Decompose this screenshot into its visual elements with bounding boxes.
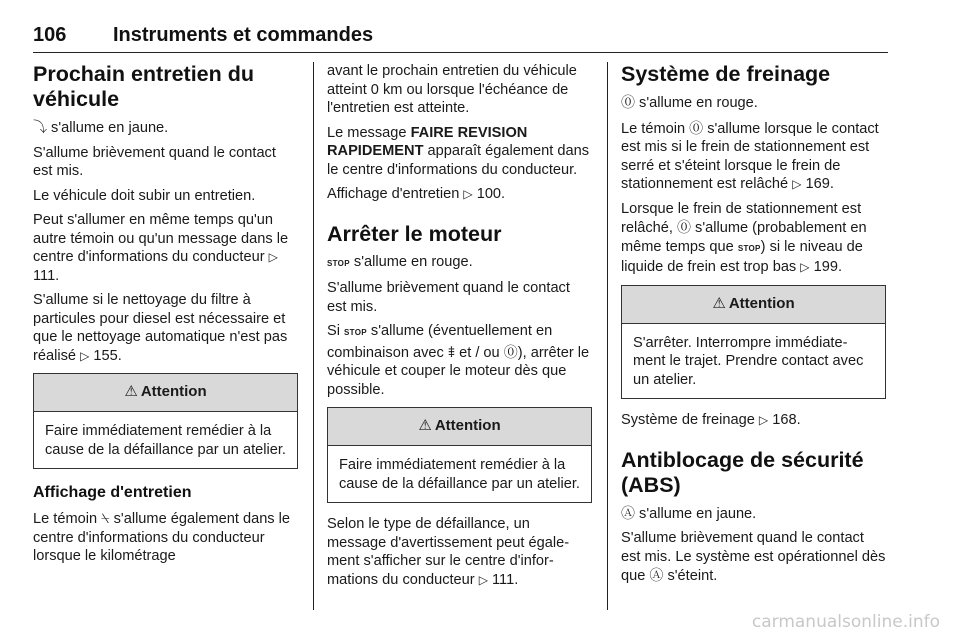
- brake-icon: ⓪: [689, 119, 704, 136]
- page-ref-link[interactable]: 155.: [93, 347, 122, 364]
- abs-icon: Ⓐ: [649, 567, 664, 583]
- column-1: [33, 62, 298, 572]
- page-ref-arrow-icon: ▷: [758, 413, 769, 427]
- paragraph: S'allume brièvement quand le contact est mis.: [327, 280, 570, 315]
- column-divider: [607, 62, 608, 610]
- subsection-heading: Affichage d'entretien: [33, 484, 192, 501]
- section-heading-stop: Arrêter le moteur: [327, 221, 502, 246]
- attention-text: Faire immédiatement remédier à la cause de la défaillance par un atelier.: [45, 423, 286, 458]
- page-number: 106: [33, 24, 67, 46]
- page-ref-link[interactable]: 111.: [492, 571, 519, 588]
- paragraph: Le témoin ⓪ s'allume lorsque le contact est mis si le frein de stationnement est serré et s'éteint lorsque le frein de stationnement est relâché ▷ 169.: [621, 119, 879, 192]
- paragraph: S'allume si le nettoyage du filtre à particules pour diesel est nécessaire et que le nettoyage automatique n'est pas réalisé ▷ 155.: [33, 292, 288, 364]
- page-ref-link[interactable]: 111.: [33, 267, 60, 284]
- watermark: carmanualsonline.info: [751, 612, 940, 632]
- attention-text: Faire immédiatement remédier à la cause de la défaillance par un atelier.: [339, 457, 580, 492]
- attention-box: [327, 407, 592, 503]
- section-heading-service: Prochain entretien du véhicule: [33, 62, 255, 111]
- page-ref-arrow-icon: ▷: [80, 348, 90, 363]
- abs-icon: Ⓐ: [621, 504, 635, 521]
- stop-icon: STOP: [327, 258, 350, 268]
- paragraph: S'allume brièvement quand le contact est mis.: [33, 144, 276, 179]
- paragraph: Ⓐ s'allume en jaune.: [621, 504, 757, 522]
- page-ref-arrow-icon: ▷: [268, 250, 278, 264]
- brake-icon: ⓪: [621, 94, 635, 110]
- coolant-icon: ⹋: [447, 343, 456, 360]
- attention-box: [33, 373, 298, 469]
- stop-icon: STOP: [737, 243, 761, 253]
- section-heading-brakes: Système de freinage: [621, 62, 831, 86]
- attention-header: ⚠ Attention: [622, 286, 885, 324]
- page-ref-link[interactable]: 199.: [813, 259, 842, 275]
- page-ref-link[interactable]: 168.: [772, 412, 801, 428]
- paragraph: avant le prochain entretien du véhicule atteint 0 km ou lorsque l'échéance de l'entretien est atteinte.: [327, 63, 577, 116]
- paragraph: Le témoin ⍀ s'allume également dans le centre d'informations du conducteur lorsque le kilométrage: [33, 510, 291, 564]
- attention-box: [621, 285, 886, 400]
- stop-icon: STOP: [344, 328, 367, 337]
- attention-header: ⚠ Attention: [34, 374, 297, 412]
- brake-icon: ⓪: [503, 343, 518, 360]
- paragraph: Affichage d'entretien ▷ 100.: [327, 186, 506, 202]
- attention-text: S'arrêter. Interrompre immédiatement le trajet. Prendre contact avec un atelier.: [633, 334, 864, 388]
- column-2: [327, 62, 592, 595]
- paragraph: Selon le type de défaillance, un message d'avertissement peut également s'afficher sur le centre d'informations du conducteur ▷ 111.: [327, 516, 570, 588]
- page-ref-arrow-icon: ▷: [478, 572, 488, 587]
- paragraph: Le véhicule doit subir un entretien.: [33, 187, 256, 204]
- paragraph: Si STOP s'allume (éventuellement en combinaison avec ⹋ et / ou ⓪), arrêter le véhicule et couper le moteur dès que possible.: [327, 323, 590, 398]
- attention-header: ⚠ Attention: [328, 408, 591, 446]
- warning-icon: ⚠: [418, 417, 432, 435]
- page-ref-arrow-icon: ▷: [792, 177, 802, 191]
- page-ref-arrow-icon: ▷: [800, 260, 810, 274]
- warning-icon: ⚠: [712, 294, 726, 312]
- paragraph: Système de freinage ▷ 168.: [621, 412, 801, 428]
- column-divider: [313, 62, 314, 610]
- page-ref-link[interactable]: 169.: [805, 176, 834, 192]
- paragraph: STOP s'allume en rouge.: [327, 253, 473, 270]
- column-3: [621, 62, 886, 592]
- paragraph: Lorsque le frein de stationnement est relâché, ⓪ s'allume (probablement en même temps que STOP) si le niveau de liquide de frein est trop bas ▷ 199.: [621, 200, 867, 275]
- brake-icon: ⓪: [676, 219, 691, 235]
- page-title: Instruments et commandes: [113, 24, 374, 46]
- section-heading-abs: Antiblocage de sécurité (ABS): [621, 447, 864, 497]
- paragraph: Le message FAIRE REVISION RAPIDEMENT apparaît également dans le centre d'informations du conducteur.: [327, 124, 589, 178]
- wrench-icon: ⤵: [33, 119, 47, 135]
- paragraph: ⤵ s'allume en jaune.: [33, 119, 169, 136]
- service-icon: ⍀: [101, 510, 110, 526]
- paragraph: ⓪ s'allume en rouge.: [621, 94, 758, 111]
- page-header: [33, 22, 888, 53]
- page-ref-link[interactable]: 100.: [476, 186, 506, 202]
- paragraph: Peut s'allumer en même temps qu'un autre témoin ou qu'un message dans le centre d'informations du conducteur ▷ 111.: [33, 212, 289, 284]
- warning-icon: ⚠: [124, 383, 138, 401]
- paragraph: S'allume brièvement quand le contact est mis. Le système est opérationnel dès que Ⓐ s'éteint.: [621, 530, 886, 584]
- page-ref-arrow-icon: ▷: [463, 187, 473, 201]
